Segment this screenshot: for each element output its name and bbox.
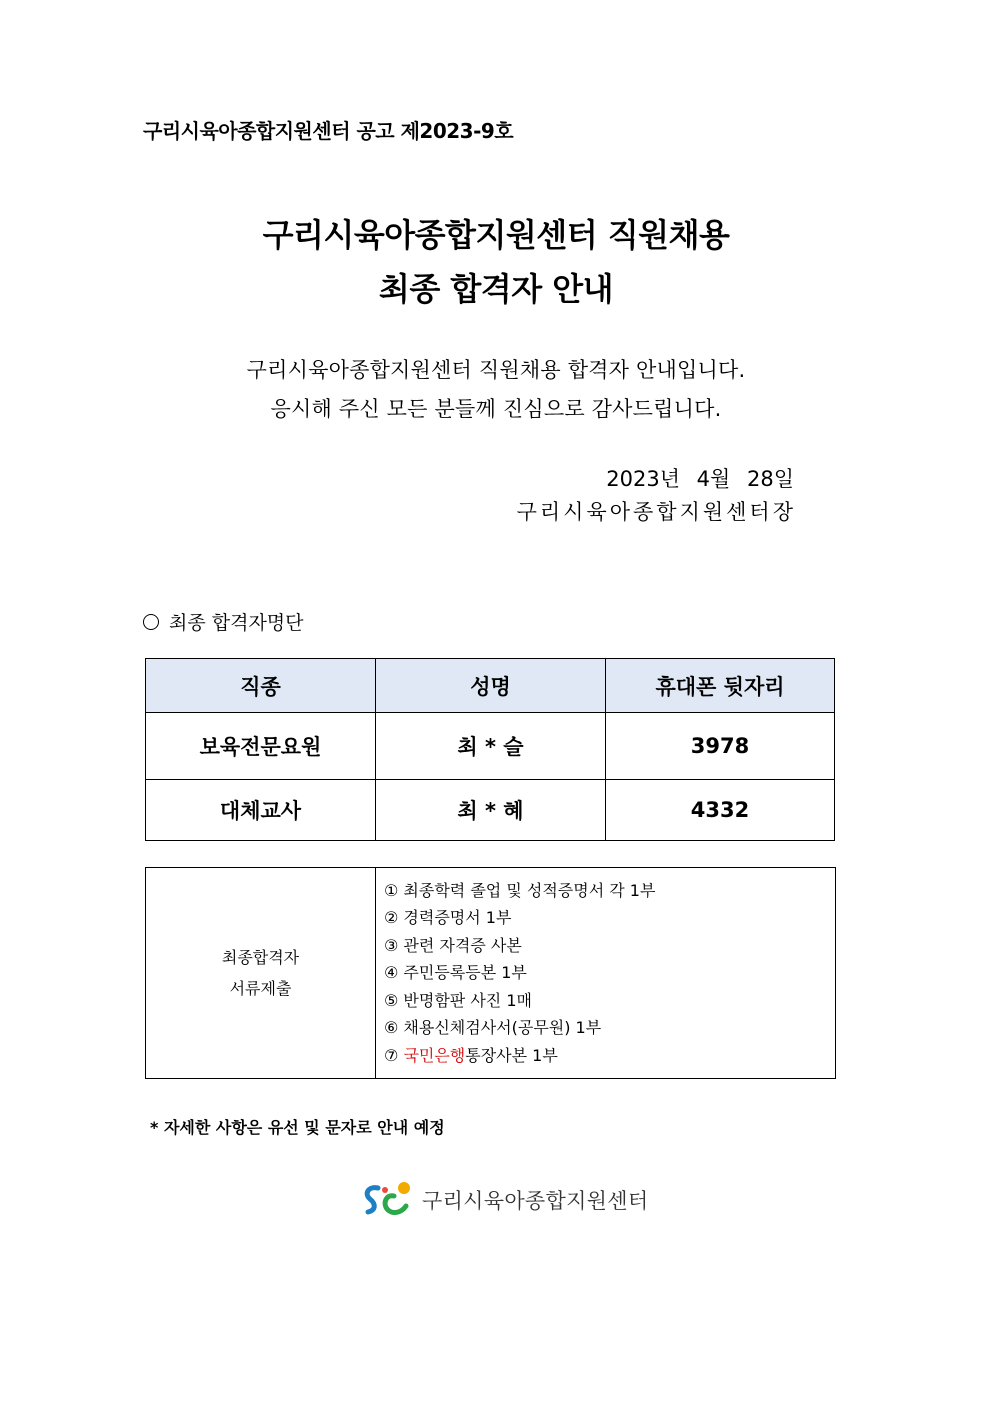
- cell-job-type: 대체교사: [146, 780, 376, 841]
- footer-org-name: 구리시육아종합지원센터: [422, 1189, 649, 1213]
- list-item: ① 최종학력 졸업 및 성적증명서 각 1부: [384, 880, 656, 900]
- documents-label: [146, 868, 376, 1079]
- notice-number: 구리시육아종합지원센터 공고 제2023-9호: [143, 119, 514, 143]
- announcement-date: 2023년 4월 28일: [606, 467, 794, 491]
- cell-name: 최 * 혜: [376, 780, 606, 841]
- final-results-table: [145, 658, 835, 841]
- documents-label-line-2: 서류제출: [229, 979, 292, 998]
- cell-name: 최 * 슬: [376, 713, 606, 780]
- page-subtitle: 최종 합격자 안내: [378, 270, 614, 308]
- table-row: [146, 780, 835, 841]
- list-item: ⑥ 채용신체검사서(공무원) 1부: [384, 1018, 602, 1038]
- list-item: ② 경력증명서 1부: [384, 908, 512, 928]
- cell-phone-digits: 3978: [606, 713, 835, 780]
- intro-line-1: 구리시육아종합지원센터 직원채용 합격자 안내입니다.: [246, 358, 746, 382]
- header-job-type: 직종: [146, 659, 376, 713]
- documents-table: [145, 867, 836, 1079]
- header-phone-digits: 휴대폰 뒷자리: [606, 659, 835, 713]
- documents-label-line-1: 최종합격자: [221, 948, 300, 967]
- footnote: * 자세한 사항은 유선 및 문자로 안내 예정: [150, 1118, 445, 1137]
- table-row: [146, 713, 835, 780]
- bank-name-highlight: 국민은행: [403, 1045, 466, 1065]
- section-heading-text: 최종 합격자명단: [169, 612, 304, 634]
- list-item: ⑦ 국민은행통장사본 1부: [384, 1045, 558, 1065]
- center-logo-icon: [360, 1180, 414, 1220]
- header-name: 성명: [376, 659, 606, 713]
- page-title: 구리시육아종합지원센터 직원채용: [262, 216, 730, 254]
- cell-job-type: 보육전문요원: [146, 713, 376, 780]
- list-item: ⑤ 반명함판 사진 1매: [384, 990, 532, 1010]
- signer-name: 구리시육아종합지원센터장: [516, 500, 796, 524]
- footer-logo: [360, 1180, 648, 1220]
- intro-line-2: 응시해 주신 모든 분들께 진심으로 감사드립니다.: [270, 397, 722, 421]
- table-header-row: [146, 659, 835, 713]
- list-item: ③ 관련 자격증 사본: [384, 935, 522, 955]
- cell-phone-digits: 4332: [606, 780, 835, 841]
- documents-list: [376, 868, 836, 1079]
- section-heading: [143, 608, 304, 635]
- circle-bullet-icon: [143, 614, 159, 630]
- list-item: ④ 주민등록등본 1부: [384, 963, 527, 983]
